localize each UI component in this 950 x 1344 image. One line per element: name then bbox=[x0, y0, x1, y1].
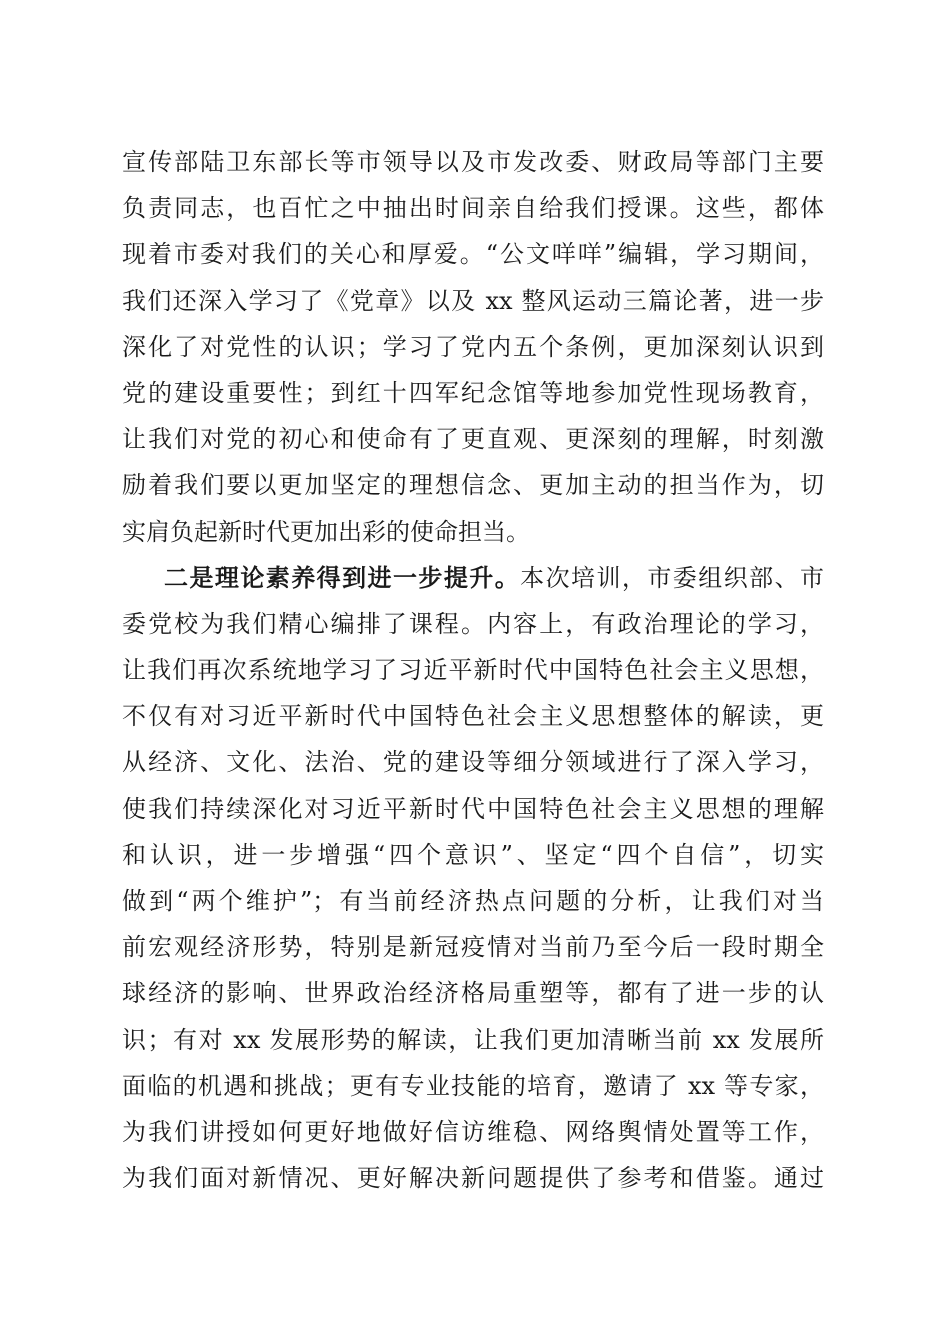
text-line: 从经济、文化、法治、党的建设等细分领域进行了深入学习， bbox=[122, 748, 824, 777]
text-line: 深化了对党性的认识；学习了党内五个条例，更加深刻认识到 bbox=[122, 332, 824, 361]
text-line: 我们还深入学习了《党章》以及 xx 整风运动三篇论著，进一步 bbox=[122, 286, 824, 315]
text-line: 励着我们要以更加坚定的理想信念、更加主动的担当作为，切 bbox=[122, 471, 824, 500]
text-line: 前宏观经济形势，特别是新冠疫情对当前乃至今后一段时期全 bbox=[122, 933, 824, 962]
paragraph-1 bbox=[122, 139, 824, 555]
body-text bbox=[122, 139, 824, 1201]
text-segment: 本次培训，市委组织部、市 bbox=[520, 563, 825, 592]
text-line: 现着市委对我们的关心和厚爱。“公文咩咩”编辑，学习期间， bbox=[122, 240, 824, 269]
text-line: 为我们面对新情况、更好解决新问题提供了参考和借鉴。通过 bbox=[122, 1164, 824, 1193]
paragraph-2-first-line bbox=[122, 555, 824, 601]
text-line: 识；有对 xx 发展形势的解读，让我们更加清晰当前 xx 发展所 bbox=[122, 1025, 824, 1054]
text-line: 面临的机遇和挑战；更有专业技能的培育，邀请了 xx 等专家， bbox=[122, 1071, 824, 1100]
text-line: 使我们持续深化对习近平新时代中国特色社会主义思想的理解 bbox=[122, 794, 824, 823]
paragraph-2 bbox=[122, 555, 824, 1202]
text-line: 实肩负起新时代更加出彩的使命担当。 bbox=[122, 517, 530, 546]
text-line: 为我们讲授如何更好地做好信访维稳、网络舆情处置等工作， bbox=[122, 1117, 824, 1146]
paragraph-heading: 二是理论素养得到进一步提升。 bbox=[164, 562, 521, 592]
text-line: 球经济的影响、世界政治经济格局重塑等，都有了进一步的认 bbox=[122, 979, 824, 1008]
text-line: 负责同志，也百忙之中抽出时间亲自给我们授课。这些，都体 bbox=[122, 194, 824, 223]
text-line: 做到“两个维护”；有当前经济热点问题的分析，让我们对当 bbox=[122, 887, 824, 915]
text-line: 和认识，进一步增强“四个意识”、坚定“四个自信”，切实 bbox=[122, 840, 824, 869]
text-line: 宣传部陆卫东部长等市领导以及市发改委、财政局等部门主要 bbox=[122, 148, 824, 176]
text-line: 让我们再次系统地学习了习近平新时代中国特色社会主义思想， bbox=[122, 656, 824, 685]
text-line: 让我们对党的初心和使命有了更直观、更深刻的理解，时刻激 bbox=[122, 425, 824, 454]
text-line: 委党校为我们精心编排了课程。内容上，有政治理论的学习， bbox=[122, 609, 824, 638]
text-line: 不仅有对习近平新时代中国特色社会主义思想整体的解读，更 bbox=[122, 702, 824, 731]
text-line: 党的建设重要性；到红十四军纪念馆等地参加党性现场教育， bbox=[122, 378, 824, 407]
